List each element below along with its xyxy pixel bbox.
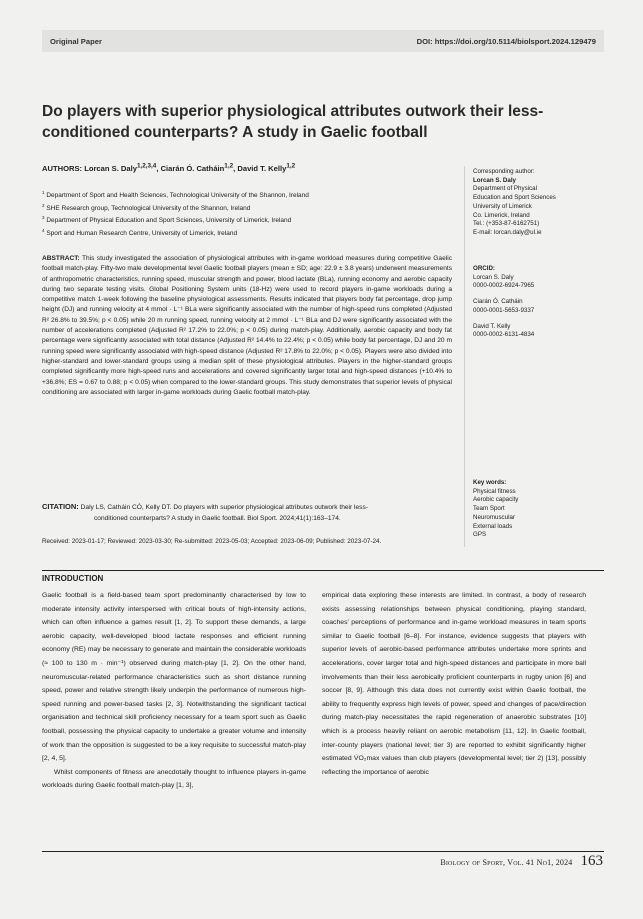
- intro-paragraph-1: Gaelic football is a field-based team sport predominantly characterised by low to moderate intensity activity interspersed with critical bouts of high-intensity actions, which can often influence a games result [1, 2]. To support these demands, a large aerobic capacity, well-developed blood lactate responses and efficient running economy (RE) may be necessary to generate and maintain the considerable workloads (≈ 100 to 130 m · min⁻¹) observed during match-play [1, 2]. On the other hand, neuromuscular-related performance characteristics such as short distance running speed, power and relative strength likely underpin the performance of numerous high-speed running and power-based tasks [2, 3]. Notwithstanding the significant tactical organisation and technical skill proficiency necessary for a team sport such as Gaelic football, possessing the physical capacity to undertake a greater volume and intensity of work than the opposition is suggested to be a key requisite to successful match-play [2, 4, 5].: [42, 592, 306, 763]
- intro-paragraph-3: empirical data exploring these interests are limited. In contrast, a body of research exists assessing relationships between physical conditioning, playing standard, coaches' perceptions of performance and in-game workload measures in team sports similar to Gaelic football [6–8]. For instance, evidence suggests that players with superior levels of aerobic-based performance attributes undertake more sprints and accelerations, cover larger total and high-speed distances and participate in more ball involvements than their less aerobically proficient counterparts in rugby union [6] and soccer [8, 9]. Although this data does not currently exist within Gaelic football, the ability to frequently express high levels of power, speed and changes of pace/direction during match-play necessitates the rapid regeneration of anaerobic substrates [10] which is a process heavily reliant on aerobic metabolism [11, 12]. In Gaelic football, inter-county players (national level; tier 3) are reported to exhibit significantly higher estimated V̇O₂max values than club players (developmental level; tier 2) [13], possibly reflecting the importance of aerobic: [322, 592, 586, 776]
- keywords-block: Key words: Physical fitness Aerobic capacity Team Sport Neuromuscular External loads GPS: [473, 479, 603, 540]
- author-2: Ciarán Ó. Catháin$^{1,2}$,: [160, 162, 236, 173]
- sidebar: [464, 166, 604, 547]
- keyword: Neuromuscular: [473, 513, 515, 521]
- citation: [42, 501, 452, 524]
- abstract-text: This study investigated the association of physiological attributes with in-game workload measures during competitive Gaelic football match-play. Fifty-two male developmental level Gaelic football players (mean ± SD; age: 22.9 ± 3.8 years) underwent measurements of anthropometric characteristics, running speed, muscular strength and power, blood lactate (BLa), running economy and aerobic capacity during two separate testing visits. Global Positioning System units (18-Hz) were used to record players in-game workloads during a competitive match 1-week following the baseline physiological assessments. Results indicated that players body fat percentage, drop jump height (DJ) and running velocity at 4 mmol · L⁻¹ BLa were significantly associated with the number of high-speed runs completed (Adjusted R² 26.8% to 39.5%; p < 0.05) while 20 m running speed, running velocity at 2 mmol · L⁻¹ BLa and DJ were significantly associated with the number of accelerations completed (Adjusted R² 17.2% to 22.0%; p < 0.05) during match-play. Additionally, aerobic capacity and body fat percentage were significantly associated with total distance (Adjusted R² 14.4% to 22.4%; p < 0.05) while body fat percentage, DJ and 20 m running speed were significantly associated with high-speed distance (Adjusted R² 17.8% to 22.0%; p < 0.05). Players were also divided into higher-standard and lower-standard groups using a median split of these physiological attributes. Players in the higher-standard groups completed significantly more high-speed runs and accelerations and covered significantly larger total and high-speed distances (+10.4% to +36.8%; ES = 0.67 to 0.88; p < 0.05) when compared to the lower-standard groups. This study demonstrates that superior levels of physical conditioning are associated with larger in-game workloads during Gaelic football match-play.: [42, 255, 452, 396]
- authors-label: AUTHORS:: [42, 164, 83, 173]
- keyword: Team Sport: [473, 505, 505, 513]
- body-column-right: [322, 589, 586, 779]
- author-line: [42, 164, 452, 173]
- affiliation-2: $^2$ SHE Research group, Technological University of the Shannon, Ireland: [42, 202, 251, 212]
- keyword: Physical fitness: [473, 487, 516, 495]
- keyword: External loads: [473, 522, 513, 530]
- affiliations: [42, 190, 452, 240]
- intro-paragraph-2: Whilst components of fitness are anecdotally thought to influence players in-game workloads during Gaelic football match-play [1, 3],: [42, 768, 306, 790]
- author-1: Lorcan S. Daly$^{1,2,3,4}$,: [84, 162, 159, 173]
- page-footer: [440, 853, 603, 870]
- abstract-label: ABSTRACT:: [42, 255, 80, 262]
- citation-line-1: Daly LS, Catháin CÓ, Kelly DT. Do players with superior physiological attributes outwork their less-: [80, 504, 368, 511]
- affiliation-3: $^3$ Department of Physical Education and Sport Sciences, University of Limerick, Ireland: [42, 215, 292, 225]
- affiliation-4: $^4$ Sport and Human Research Centre, University of Limerick, Ireland: [42, 227, 238, 237]
- page-number: 163: [580, 853, 603, 869]
- citation-line-2: conditioned counterparts? A study in Gaelic football. Biol Sport. 2024;41(1):163–174.: [94, 515, 341, 522]
- section-divider: [42, 570, 604, 571]
- corresponding-author: Corresponding author: Lorcan S. Daly Department of Physical Education and Sport Sciences University of Limerick Co. Limerick, Ireland Tel.: (+353-87-6162751) E-mail: lorcan.daly@ul.ie: [473, 168, 603, 238]
- footer-divider: [42, 851, 604, 852]
- orcid-id[interactable]: 0000-0001-5653-9337: [473, 306, 535, 314]
- paper-title: Do players with superior physiological attributes outwork their less-conditioned counterparts? A study in Gaelic football: [42, 103, 544, 141]
- abstract: [42, 254, 452, 398]
- doi-link[interactable]: DOI: https://doi.org/10.5114/biolsport.2024.129479: [416, 36, 596, 46]
- journal-reference: Biology of Sport, Vol. 41 No1, 2024: [440, 858, 573, 867]
- author-3: David T. Kelly$^{1,2}$: [237, 162, 296, 173]
- citation-label: CITATION:: [42, 502, 79, 511]
- orcid-block: ORCID: Lorcan S. Daly 0000-0002-6924-7965 Ciarán Ó. Catháin 0000-0001-5653-9337 David T. Kelly 0000-0002-6131-4834: [473, 265, 603, 340]
- keyword: GPS: [473, 531, 487, 539]
- orcid-id[interactable]: 0000-0002-6131-4834: [473, 331, 535, 339]
- orcid-id[interactable]: 0000-0002-6924-7965: [473, 282, 535, 290]
- corresponding-email[interactable]: E-mail: lorcan.daly@ul.ie: [473, 228, 542, 236]
- body-column-left: [42, 589, 306, 793]
- affiliation-1: $^1$ Department of Sport and Health Sciences, Technological University of the Shannon, Ireland: [42, 189, 309, 199]
- publication-dates: Received: 2023-01-17; Reviewed: 2023-03-30; Re-submitted: 2023-05-03; Accepted: 2023-06-09; Published: 2023-07-24.: [42, 538, 382, 545]
- section-heading: INTRODUCTION: [42, 574, 104, 583]
- header-bar: [42, 30, 604, 52]
- keyword: Aerobic capacity: [473, 496, 519, 504]
- article-type: Original Paper: [50, 36, 102, 46]
